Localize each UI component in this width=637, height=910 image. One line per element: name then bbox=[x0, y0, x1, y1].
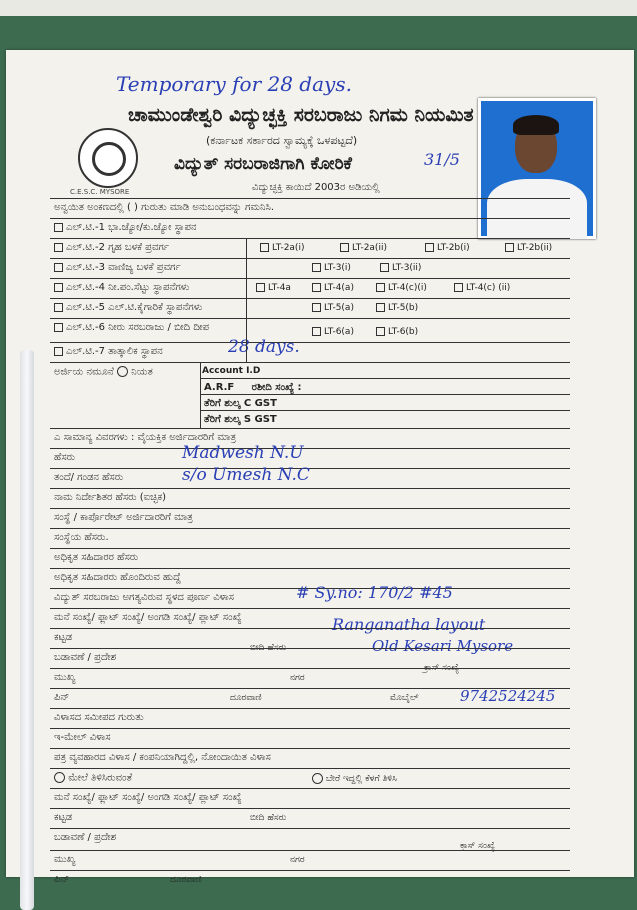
category-row-lt7[interactable]: ಎಲ್.ಟಿ.-7 ತಾತ್ಕಾಲಿಕ ಸ್ಥಾಪನ 28 days. bbox=[50, 342, 570, 343]
name-row: ಹೆಸರು Madwesh N.U bbox=[50, 448, 570, 449]
cgst-row: ತೆರಿಗೆ ಶುಲ್ಕ C GST bbox=[200, 394, 570, 395]
landmark-row: ವಿಳಾಸದ ಸಮೀಪದ ಗುರುತು bbox=[50, 708, 570, 709]
signatory-post-row: ಅಧಿಕೃತ ಸಹಿದಾರರು ಹೊಂದಿರುವ ಹುದ್ದೆ bbox=[50, 568, 570, 569]
main-row: ಮುಖ್ಯ ನಗರ bbox=[50, 668, 570, 669]
supply-address-row: ವಿದ್ಯುತ್ ಸರಬರಾಜು ಅಗತ್ಯವಿರುವ ಸ್ಥಳದ ಪೂರ್ಣ ವಿಳಾಸ # Sy.no: 170/2 #45 bbox=[50, 588, 570, 589]
nominee-row: ನಾಮ ನಿರ್ದೇಶಿತರ ಹೆಸರು (ಐಚ್ಛಿಕ) bbox=[50, 488, 570, 489]
door-no-row: ಮನೆ ಸಂಖ್ಯೆ/ ಫ್ಲಾಟ್ ಸಂಖ್ಯೆ/ ಅಂಗಡಿ ಸಂಖ್ಯೆ/ ಪ್ಲಾಟ್ ಸಂಖ್ಯೆ Ranganatha layout bbox=[50, 608, 570, 609]
grid-divider bbox=[200, 362, 201, 428]
door-no-row-2: ಮನೆ ಸಂಖ್ಯೆ/ ಫ್ಲಾಟ್ ಸಂಖ್ಯೆ/ ಅಂಗಡಿ ಸಂಖ್ಯೆ/ ಪ್ಲಾಟ್ ಸಂಖ್ಯೆ bbox=[50, 788, 570, 789]
category-row-lt3[interactable]: ಎಲ್.ಟಿ.-3 ವಾಣಿಜ್ಯ ಬಳಕೆ ಪ್ರವರ್ಗ LT-3(i) LT-3(ii) bbox=[50, 258, 570, 259]
form-title: ವಿದ್ಯುತ್ ಸರಬರಾಜಿಗಾಗಿ ಕೋರಿಕೆ bbox=[174, 154, 352, 174]
building-row-2: ಕಟ್ಟಡ ಬೀದಿ ಹೆಸರು bbox=[50, 808, 570, 809]
building-row: ಕಟ್ಟಡ ಬೀದಿ ಹೆಸರು Old Kesari Mysore bbox=[50, 628, 570, 629]
handwritten-name: Madwesh N.U bbox=[182, 443, 304, 463]
handwritten-mobile: 9742524245 bbox=[460, 687, 556, 705]
arf-row: A.R.F ರಶೀದಿ ಸಂಖ್ಯೆ : bbox=[200, 378, 570, 379]
act-line: ವಿದ್ಯುಚ್ಛಕ್ತಿ ಕಾಯಿದೆ 2003ರ ಅಡಿಯಲ್ಲಿ bbox=[252, 182, 380, 193]
handwritten-father: s/o Umesh N.C bbox=[182, 465, 310, 485]
pin-row: ಪಿನ್ ದೂರವಾಣಿ ಮೊಬೈಲ್ 9742524245 bbox=[50, 688, 570, 689]
sgst-row: ತೆರಿಗೆ ಶುಲ್ಕ S GST bbox=[200, 410, 570, 411]
pin-row-2: ಪಿನ್ ದೂರವಾಣಿ bbox=[50, 870, 570, 871]
same-address-row[interactable]: ಮೇಲೆ ತಿಳಿಸಿರುವಂತೆ ಬೇರೆ ಇದ್ದಲ್ಲಿ ಕೆಳಗೆ ತಿಳಿಸಿ bbox=[50, 768, 570, 769]
company-name-row: ಸಂಸ್ಥೆಯ ಹೆಸರು. bbox=[50, 528, 570, 529]
application-form-page bbox=[6, 50, 634, 885]
comm-address-row: ಪತ್ರ ವ್ಯವಹಾರದ ವಿಳಾಸ / ಕಂಪನಿಯಾಗಿದ್ದಲ್ಲಿ, ನೋಂದಾಯಿತ ವಿಳಾಸ bbox=[50, 748, 570, 749]
category-row-lt2[interactable]: ಎಲ್.ಟಿ.-2 ಗೃಹ ಬಳಕೆ ಪ್ರವರ್ಗ LT-2a(i) LT-2a(ii) LT-2b(i) LT-2b(ii) bbox=[50, 238, 570, 239]
area-row: ಬಡಾವಣೆ / ಪ್ರದೇಶ ಕ್ರಾಸ್ ಸಂಖ್ಯೆ bbox=[50, 648, 570, 649]
background-sheet bbox=[0, 0, 637, 16]
handwritten-signature-date: 31/5 bbox=[424, 150, 460, 169]
area-row-2: ಬಡಾವಣೆ / ಪ್ರದೇಶ ಕ್ರಾಸ್ ಸಂಖ್ಯೆ bbox=[50, 828, 570, 829]
form-type-row[interactable]: ಅರ್ಜಿಯ ನಮೂನೆ ನಿಯತ Account I.D bbox=[50, 362, 570, 363]
handwritten-address-1: # Sy.no: 170/2 #45 bbox=[296, 583, 453, 602]
category-row-lt5[interactable]: ಎಲ್.ಟಿ.-5 ಎಲ್.ಟಿ.ಕೈಗಾರಿಕೆ ಸ್ಥಾಪನೆಗಳು LT-5(a) LT-5(b) bbox=[50, 298, 570, 299]
category-row-lt1[interactable]: ಎಲ್.ಟಿ.-1 ಭಾ.ಜ್ಯೋ/ಕು.ಜ್ಯೋ ಸ್ಥಾಪನ bbox=[50, 218, 570, 219]
handwritten-temporary-note: Temporary for 28 days. bbox=[116, 72, 352, 96]
general-section: ಎ ಸಾಮಾನ್ಯ ವಿವರಗಳು : ವೈಯಕ್ತಿಕ ಅರ್ಜಿದಾರರಿಗೆ ಮಾತ್ರ bbox=[50, 428, 570, 429]
corporate-section: ಸಂಸ್ಥೆ / ಕಾರ್ಪೊರೇಟ್ ಅರ್ಜಿದಾರರಿಗೆ ಮಾತ್ರ bbox=[50, 508, 570, 509]
main-row-2: ಮುಖ್ಯ ನಗರ bbox=[50, 850, 570, 851]
email-row: ಇ-ಮೇಲ್ ವಿಳಾಸ bbox=[50, 728, 570, 729]
instruction-row: ಅನ್ವಯಿತ ಅಂಕಣದಲ್ಲಿ ( ) ಗುರುತು ಮಾಡಿ ಅನುಬಂಧವನ್ನು ಗಮನಿಸಿ. bbox=[50, 198, 570, 199]
signatory-name-row: ಅಧಿಕೃತ ಸಹಿದಾರರ ಹೆಸರು bbox=[50, 548, 570, 549]
org-subtitle: (ಕರ್ನಾಟಕ ಸರ್ಕಾರದ ಸ್ವಾಮ್ಯಕ್ಕೆ ಒಳಪಟ್ಟದೆ) bbox=[206, 134, 358, 147]
handwritten-days: 28 days. bbox=[228, 337, 300, 357]
handwritten-address-2: Ranganatha layout bbox=[332, 615, 486, 634]
category-row-lt6[interactable]: ಎಲ್.ಟಿ.-6 ನೀರು ಸರಬರಾಜು / ಬೀದಿ ದೀಪ LT-6(a) LT-6(b) bbox=[50, 318, 570, 319]
father-row: ತಂದೆ/ ಗಂಡನ ಹೆಸರು s/o Umesh N.C bbox=[50, 468, 570, 469]
binder-clip bbox=[20, 350, 34, 910]
logo-caption: C.E.S.C. MYSORE bbox=[70, 188, 130, 196]
org-title: ಚಾಮುಂಡೇಶ್ವರಿ ವಿದ್ಯುಚ್ಛಕ್ತಿ ಸರಬರಾಜು ನಿಗಮ ನಿಯಮಿತ bbox=[128, 104, 474, 126]
category-row-lt4[interactable]: ಎಲ್.ಟಿ.-4 ನೀ.ಪಂ.ಸೆಟ್ಟು ಸ್ಥಾಪನೆಗಳು LT-4a LT-4(a) LT-4(c)(i) LT-4(c) (ii) bbox=[50, 278, 570, 279]
grid-divider bbox=[246, 238, 247, 362]
handwritten-address-3: Old Kesari Mysore bbox=[372, 637, 514, 655]
cesc-logo bbox=[78, 128, 138, 188]
